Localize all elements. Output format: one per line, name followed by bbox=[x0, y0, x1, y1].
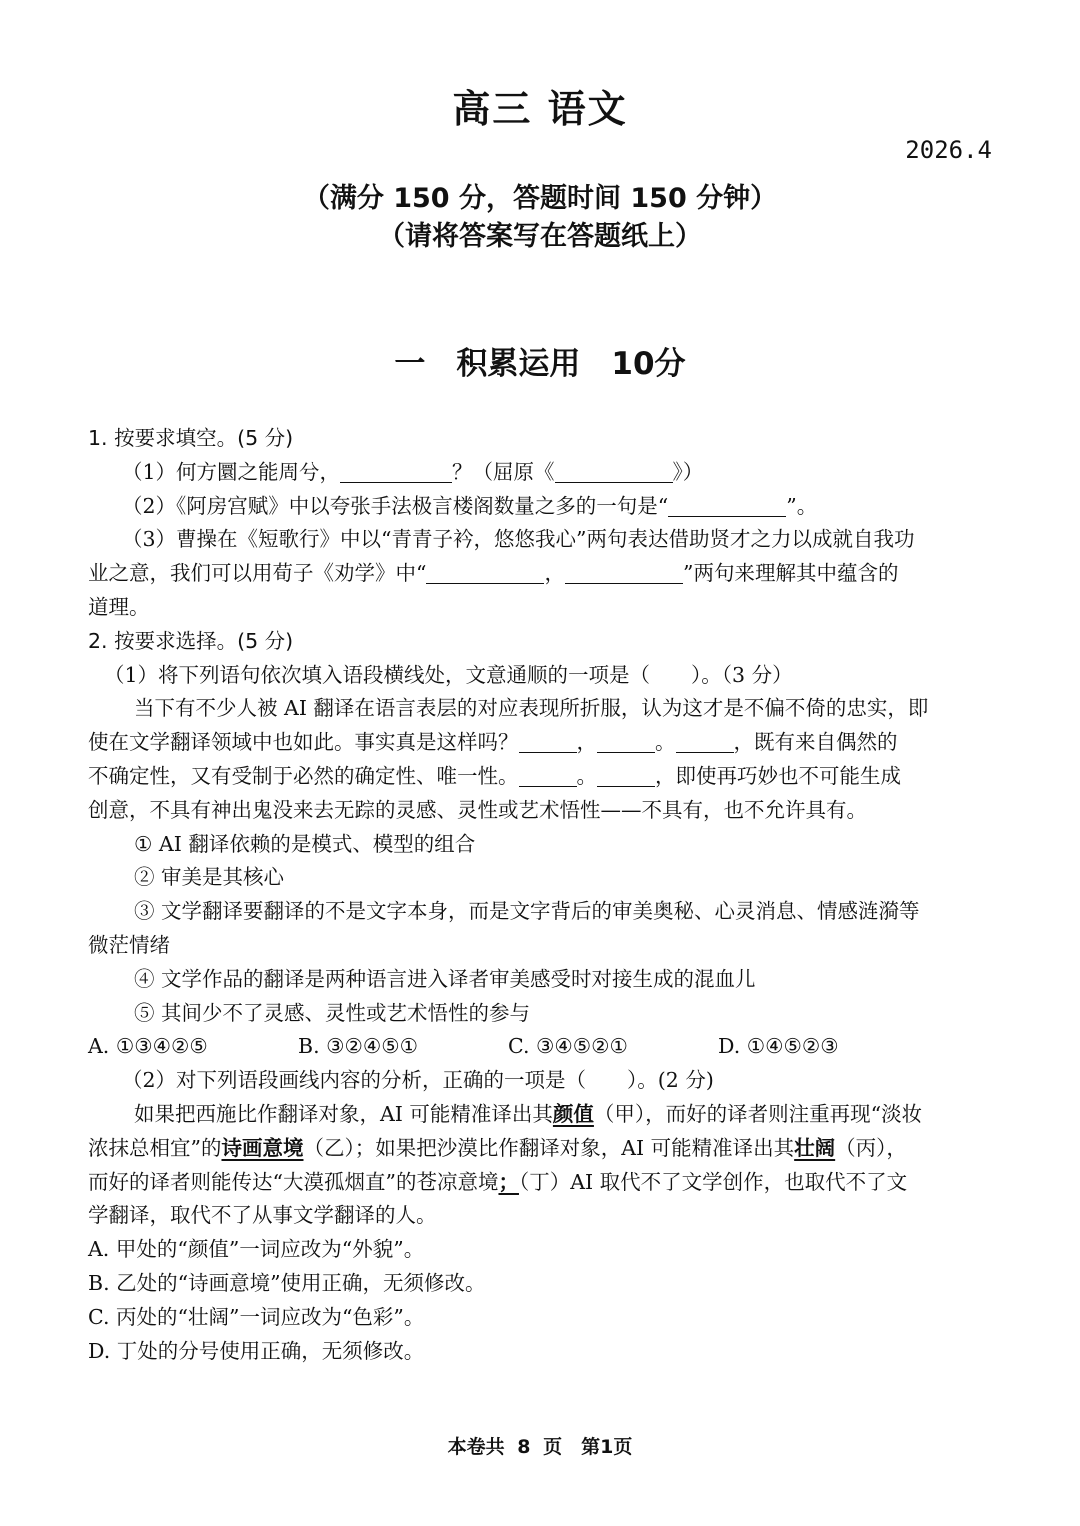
passage-text: 。 bbox=[576, 763, 597, 788]
q2-passage-line1: 当下有不少人被 AI 翻译在语言表层的对应表现所折服，认为这才是不偏不倚的忠实，即 bbox=[134, 696, 929, 721]
q1-sub1 bbox=[88, 456, 994, 490]
q2-sub1-stem: （1）将下列语句依次填入语段横线处，文意通顺的一项是（ ）。（3 分） bbox=[104, 662, 793, 687]
option-c[interactable]: C. ③④⑤②① bbox=[508, 1034, 628, 1059]
underlined-term: 诗画意境 bbox=[221, 1135, 304, 1160]
q2-passage-line4: 创意，不具有神出鬼没来去无踪的灵感、灵性或艺术悟性——不具有，也不允许具有。 bbox=[88, 797, 867, 822]
question-body bbox=[88, 422, 994, 1368]
q1-sub1-text-a: （1）何方圜之能周兮， bbox=[122, 459, 341, 484]
q2-stem: 2. 按要求选择。(5 分) bbox=[88, 628, 294, 653]
underlined-term: ； bbox=[498, 1169, 519, 1194]
q1-sub1-text-c: 》） bbox=[672, 459, 704, 484]
q1-sub3-line2 bbox=[88, 557, 994, 591]
q2-sub2-option-c[interactable]: C. 丙处的“壮阔”一词应改为“色彩”。 bbox=[88, 1304, 425, 1329]
q2-item-1: ① AI 翻译依赖的是模式、模型的组合 bbox=[134, 831, 476, 856]
q1-sub2 bbox=[88, 490, 994, 524]
q2-item-5: ⑤ 其间少不了灵感、灵性或艺术悟性的参与 bbox=[134, 1000, 531, 1025]
answer-blank[interactable] bbox=[668, 494, 786, 517]
passage-text: 如果把西施比作翻译对象，AI 可能精准译出其 bbox=[134, 1101, 553, 1126]
option-d[interactable]: D. ①④⑤②③ bbox=[718, 1034, 839, 1059]
passage-text: 使在文学翻译领域中也如此。事实真是这样吗？ bbox=[88, 730, 519, 755]
q2-item-4: ④ 文学作品的翻译是两种语言进入译者审美感受时对接生成的混血儿 bbox=[134, 966, 756, 991]
score-info: （满分 150 分，答题时间 150 分钟） bbox=[302, 183, 778, 214]
passage-text: 而好的译者则能传达“大漠孤烟直”的苍凉意境 bbox=[88, 1169, 499, 1194]
q2-sub2-option-a[interactable]: A. 甲处的“颜值”一词应改为“外貌”。 bbox=[88, 1237, 425, 1262]
passage-text: ，既有来自偶然的 bbox=[733, 730, 898, 755]
q2-sub2-option-b[interactable]: B. 乙处的“诗画意境”使用正确，无须修改。 bbox=[88, 1270, 486, 1295]
exam-title: 高三 语文 bbox=[452, 87, 628, 131]
q2-passage2-line2 bbox=[88, 1132, 994, 1166]
answer-blank[interactable] bbox=[519, 764, 577, 787]
q2-passage-line2 bbox=[88, 726, 994, 760]
page-footer: 本卷共 8 页 第1页 bbox=[447, 1436, 633, 1458]
q2-sub2-stem: （2）对下列语段画线内容的分析，正确的一项是（ ）。(2 分) bbox=[122, 1068, 714, 1093]
q1-sub3-line1: （3）曹操在《短歌行》中以“青青子衿，悠悠我心”两句表达借助贤才之力以成就自我功 bbox=[122, 527, 915, 552]
answer-blank[interactable] bbox=[565, 561, 683, 584]
passage-text: 不确定性，又有受制于必然的确定性、唯一性。 bbox=[88, 763, 519, 788]
q1-sub3-text-c: ”两句来理解其中蕴含的 bbox=[682, 561, 899, 586]
q2-sub2-option-d[interactable]: D. 丁处的分号使用正确，无须修改。 bbox=[88, 1338, 425, 1363]
passage-text: ，即使再巧妙也不可能生成 bbox=[655, 763, 901, 788]
q2-item-2: ② 审美是其核心 bbox=[134, 865, 285, 890]
passage-text: ， bbox=[576, 730, 597, 755]
answer-blank[interactable] bbox=[676, 730, 734, 753]
passage-text: （乙）；如果把沙漠比作翻译对象，AI 可能精准译出其 bbox=[303, 1135, 795, 1160]
q2-passage-line3 bbox=[88, 760, 994, 794]
q2-passage2-line1 bbox=[88, 1098, 994, 1132]
passage-text: （丁）AI 取代不了文学创作，也取代不了文 bbox=[518, 1169, 908, 1194]
passage-text: 。 bbox=[655, 730, 676, 755]
q1-sub2-text-a: （2）《阿房宫赋》中以夸张手法极言楼阁数量之多的一句是“ bbox=[122, 493, 669, 518]
underlined-term: 壮阔 bbox=[794, 1135, 836, 1160]
instruction: （请将答案写在答题纸上） bbox=[378, 221, 702, 252]
passage-text: （甲），而好的译者则注重再现“淡妆 bbox=[593, 1101, 923, 1126]
q2-passage2-line3 bbox=[88, 1166, 994, 1200]
q1-sub2-text-b: ”。 bbox=[786, 493, 818, 518]
exam-date: 2026.4 bbox=[905, 136, 992, 164]
option-a[interactable]: A. ①③④②⑤ bbox=[88, 1034, 208, 1059]
q1-stem: 1. 按要求填空。(5 分) bbox=[88, 426, 294, 450]
q2-passage2-line4: 学翻译，取代不了从事文学翻译的人。 bbox=[88, 1203, 437, 1228]
q1-sub3-text-b: ， bbox=[544, 561, 565, 586]
q1-sub3-text-a: 业之意，我们可以用荀子《劝学》中“ bbox=[88, 561, 427, 586]
answer-blank[interactable] bbox=[597, 764, 655, 787]
answer-blank[interactable] bbox=[426, 561, 544, 584]
section-title: 一 积累运用 10分 bbox=[394, 346, 686, 382]
passage-text: 浓抹总相宜”的 bbox=[88, 1135, 222, 1160]
q1-sub3-line3: 道理。 bbox=[88, 594, 150, 619]
q2-sub1-options bbox=[88, 1030, 994, 1064]
passage-text: （丙）， bbox=[835, 1135, 907, 1160]
answer-blank[interactable] bbox=[555, 460, 673, 483]
option-b[interactable]: B. ③②④⑤① bbox=[298, 1034, 418, 1059]
answer-blank[interactable] bbox=[519, 730, 577, 753]
q1-sub1-text-b: ？（屈原《 bbox=[452, 459, 555, 484]
q2-item-3-cont: 微茫情绪 bbox=[88, 932, 170, 957]
underlined-term: 颜值 bbox=[552, 1101, 594, 1126]
answer-blank[interactable] bbox=[597, 730, 655, 753]
answer-blank[interactable] bbox=[340, 460, 452, 483]
q2-item-3: ③ 文学翻译要翻译的不是文字本身，而是文字背后的审美奥秘、心灵消息、情感涟漪等 bbox=[134, 899, 920, 924]
